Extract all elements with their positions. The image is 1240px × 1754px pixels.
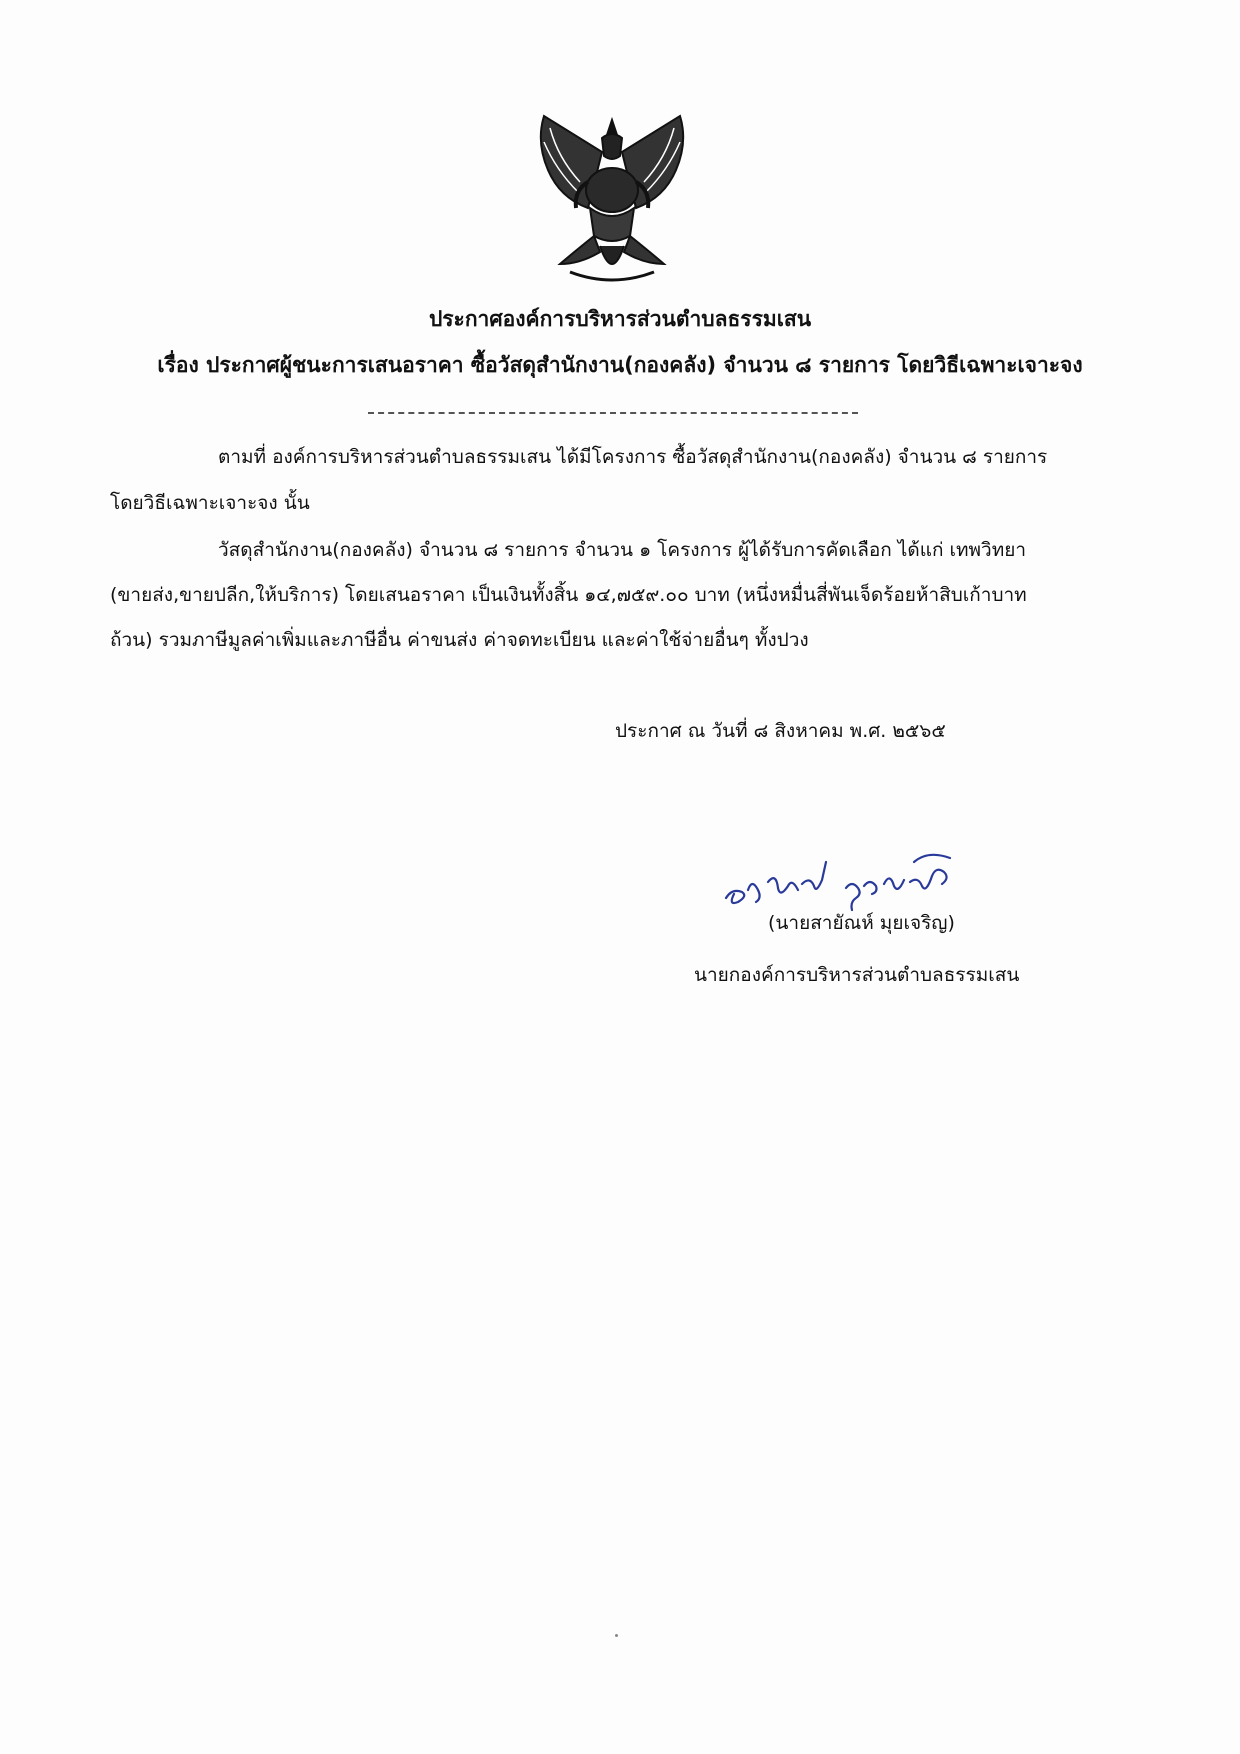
announcement-title: ประกาศองค์การบริหารส่วนตำบลธรรมเสน bbox=[428, 307, 812, 331]
paragraph-2-line-3: ถ้วน) รวมภาษีมูลค่าเพิ่มและภาษีอื่น ค่าขนส่ง ค่าจดทะเบียน และค่าใช้จ่ายอื่นๆ ทั้งปวง bbox=[110, 629, 809, 651]
paragraph-1-line-2: โดยวิธีเฉพาะเจาะจง นั้น bbox=[110, 492, 310, 514]
scan-speck bbox=[615, 1634, 618, 1637]
announcement-date: ประกาศ ณ วันที่ ๘ สิงหาคม พ.ศ. ๒๕๖๕ bbox=[615, 720, 946, 742]
signatory-position: นายกองค์การบริหารส่วนตำบลธรรมเสน bbox=[694, 964, 1020, 986]
announcement-subject: เรื่อง ประกาศผู้ชนะการเสนอราคา ซื้อวัสดุสำนักงาน(กองคลัง) จำนวน ๘ รายการ โดยวิธีเฉพาะเจาะจง bbox=[157, 353, 1083, 377]
divider-line bbox=[368, 412, 858, 414]
handwritten-signature bbox=[718, 832, 963, 912]
signatory-name: (นายสายัณห์ มุยเจริญ) bbox=[768, 912, 955, 934]
garuda-emblem-icon bbox=[530, 112, 695, 287]
paragraph-1-line-1: ตามที่ องค์การบริหารส่วนตำบลธรรมเสน ได้มีโครงการ ซื้อวัสดุสำนักงาน(กองคลัง) จำนวน ๘ รายการ bbox=[218, 446, 1048, 468]
paragraph-2-line-1: วัสดุสำนักงาน(กองคลัง) จำนวน ๘ รายการ จำนวน ๑ โครงการ ผู้ได้รับการคัดเลือก ได้แก่ เทพวิทยา bbox=[218, 539, 1027, 561]
paragraph-2-line-2: (ขายส่ง,ขายปลีก,ให้บริการ) โดยเสนอราคา เป็นเงินทั้งสิ้น ๑๔,๗๕๙.๐๐ บาท (หนึ่งหมื่นสี่พันเจ็ดร้อยห้าสิบเก้าบาท bbox=[110, 584, 1027, 606]
